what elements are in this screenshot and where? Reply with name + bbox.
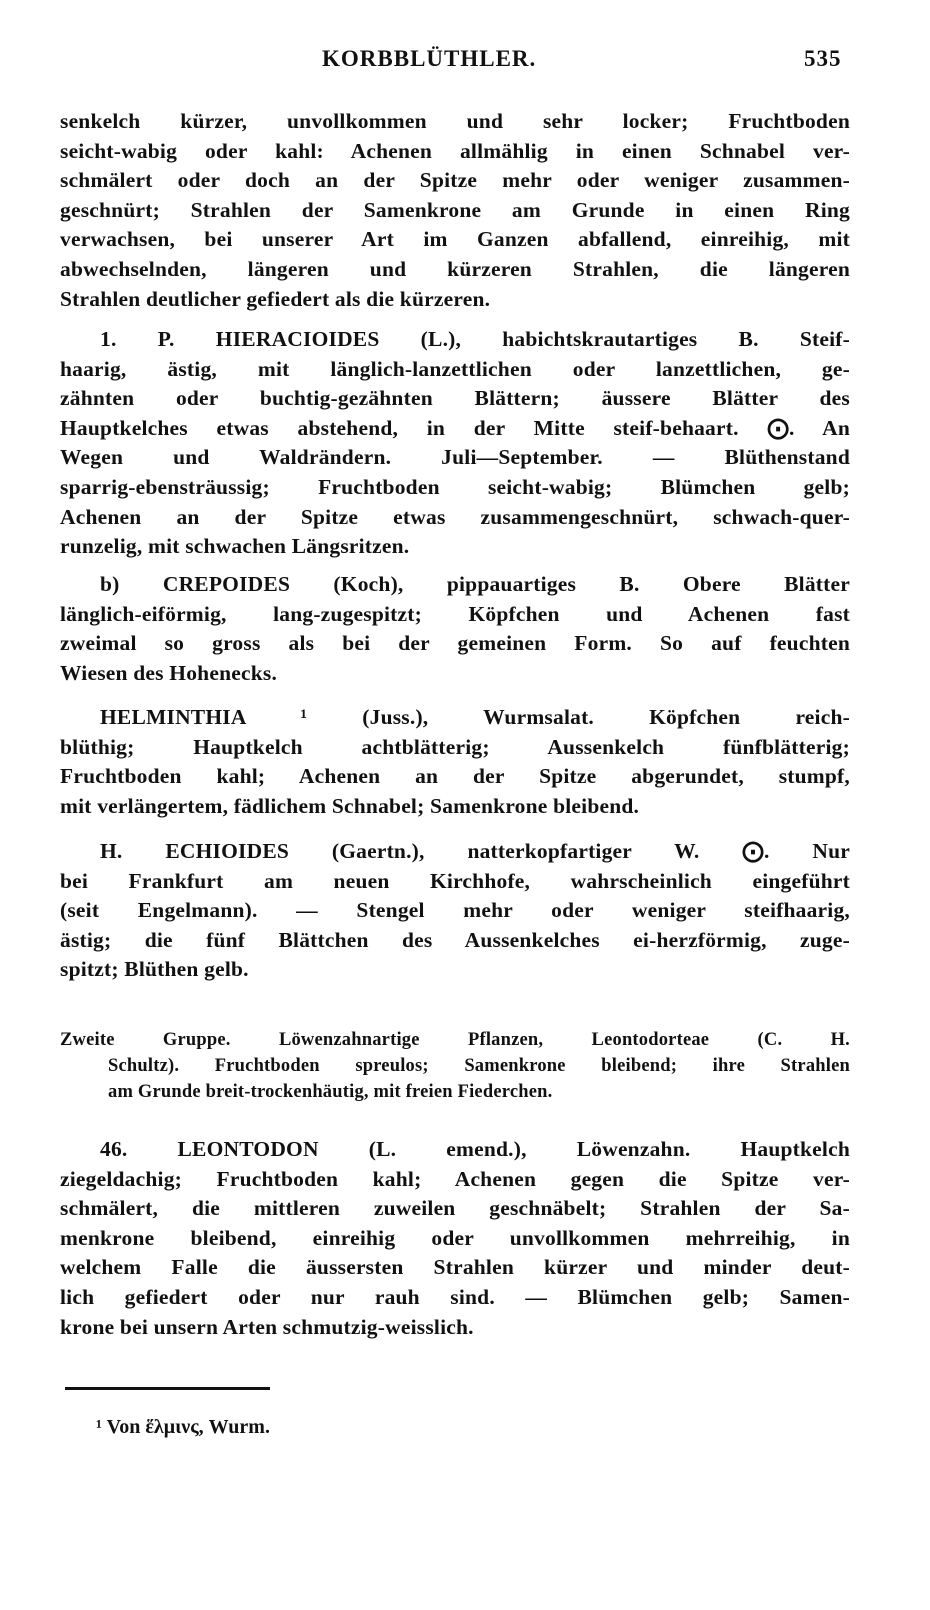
text-line: Schultz). Fruchtboden spreulos; Samenkrone bleibend; ihre Strahlen	[108, 1056, 850, 1076]
page-number: 535	[804, 46, 842, 71]
text-line: menkrone bleibend, einreihig oder unvollkommen mehrreihig, in	[60, 1225, 850, 1250]
text-line: ziegeldachig; Fruchtboden kahl; Achenen gegen die Spitze ver-	[60, 1166, 850, 1191]
text-line: seicht-wabig oder kahl: Achenen allmählig in einen Schnabel ver-	[60, 138, 850, 163]
text-line: geschnürt; Strahlen der Samenkrone am Grunde in einen Ring	[60, 197, 850, 222]
text-line: Wiesen des Hohenecks.	[60, 660, 278, 685]
text-line: runzelig, mit schwachen Längsritzen.	[60, 534, 410, 559]
text-line: haarig, ästig, mit länglich-lanzettlichen oder lanzettlichen, ge-	[60, 356, 850, 381]
text-line: sparrig-ebensträussig; Fruchtboden seicht-wabig; Blümchen gelb;	[60, 474, 850, 499]
text-line: verwachsen, bei unserer Art im Ganzen abfallend, einreihig, mit	[60, 227, 850, 252]
text-line: 46. LEONTODON (L. emend.), Löwenzahn. Hauptkelch	[100, 1137, 850, 1161]
text-line: krone bei unsern Arten schmutzig-weisslich.	[60, 1314, 474, 1339]
text-line: (seit Engelmann). — Stengel mehr oder weniger steifhaarig,	[60, 898, 850, 923]
text-line: zweimal so gross als bei der gemeinen Form. So auf feuchten	[60, 631, 850, 656]
text-line: Strahlen deutlicher gefiedert als die kürzeren.	[60, 286, 491, 311]
text-line: länglich-eiförmig, lang-zugespitzt; Köpfchen und Achenen fast	[60, 601, 850, 626]
paragraph-leontodon	[60, 1135, 850, 1342]
text-line: senkelch kürzer, unvollkommen und sehr locker; Fruchtboden	[60, 109, 850, 133]
text-line: blüthig; Hauptkelch achtblätterig; Aussenkelch fünfblätterig;	[60, 734, 850, 759]
text-line: Fruchtboden kahl; Achenen an der Spitze abgerundet, stumpf,	[60, 764, 850, 789]
text-line: Wegen und Waldrändern. Juli—September. — Blüthenstand	[60, 445, 850, 470]
paragraph-zweite-gruppe	[60, 1027, 850, 1105]
text-line: mit verlängertem, fädlichem Schnabel; Samenkrone bleibend.	[60, 793, 640, 818]
text-line: Achenen an der Spitze etwas zusammengeschnürt, schwach-quer-	[60, 504, 850, 529]
text-line: 1. P. HIERACIOIDES (L.), habichtskrautartiges B. Steif-	[100, 327, 850, 351]
paragraph-crepoides	[60, 570, 850, 688]
text-line: HELMINTHIA ¹ (Juss.), Wurmsalat. Köpfchen reich-	[100, 705, 850, 729]
footnote: ¹ Von ἕλμινς, Wurm.	[96, 1416, 270, 1438]
text-line: b) CREPOIDES (Koch), pippauartiges B. Obere Blätter	[100, 572, 850, 596]
text-line: bei Frankfurt am neuen Kirchhofe, wahrscheinlich eingeführt	[60, 868, 850, 893]
text-line: H. ECHIOIDES (Gaertn.), natterkopfartiger W. ⨀. Nur	[100, 839, 850, 863]
text-line: schmälert, die mittleren zuweilen geschnäbelt; Strahlen der Sa-	[60, 1196, 850, 1221]
running-header-title: KORBBLÜTHLER.	[322, 46, 537, 71]
paragraph-continuation	[60, 107, 850, 314]
paragraph-echioides	[60, 837, 850, 985]
text-line: ästig; die fünf Blättchen des Aussenkelches ei-herzförmig, zuge-	[60, 927, 850, 952]
paragraph-hieracioides	[60, 325, 850, 562]
footnote-rule	[65, 1387, 270, 1390]
text-line: abwechselnden, längeren und kürzeren Strahlen, die längeren	[60, 256, 850, 281]
text-line: Zweite Gruppe. Löwenzahnartige Pflanzen, Leontodorteae (C. H.	[60, 1030, 850, 1050]
text-line: lich gefiedert oder nur rauh sind. — Blümchen gelb; Samen-	[60, 1284, 850, 1309]
text-line: Hauptkelches etwas abstehend, in der Mitte steif-behaart. ⨀. An	[60, 415, 850, 440]
text-line: welchem Falle die äussersten Strahlen kürzer und minder deut-	[60, 1255, 850, 1280]
text-line: am Grunde breit-trockenhäutig, mit freien Fiederchen.	[108, 1082, 553, 1102]
text-line: zähnten oder buchtig-gezähnten Blättern; äussere Blätter des	[60, 386, 850, 411]
text-line: spitzt; Blüthen gelb.	[60, 957, 249, 982]
text-line: schmälert oder doch an der Spitze mehr oder weniger zusammen-	[60, 168, 850, 193]
paragraph-helminthia	[60, 703, 850, 821]
